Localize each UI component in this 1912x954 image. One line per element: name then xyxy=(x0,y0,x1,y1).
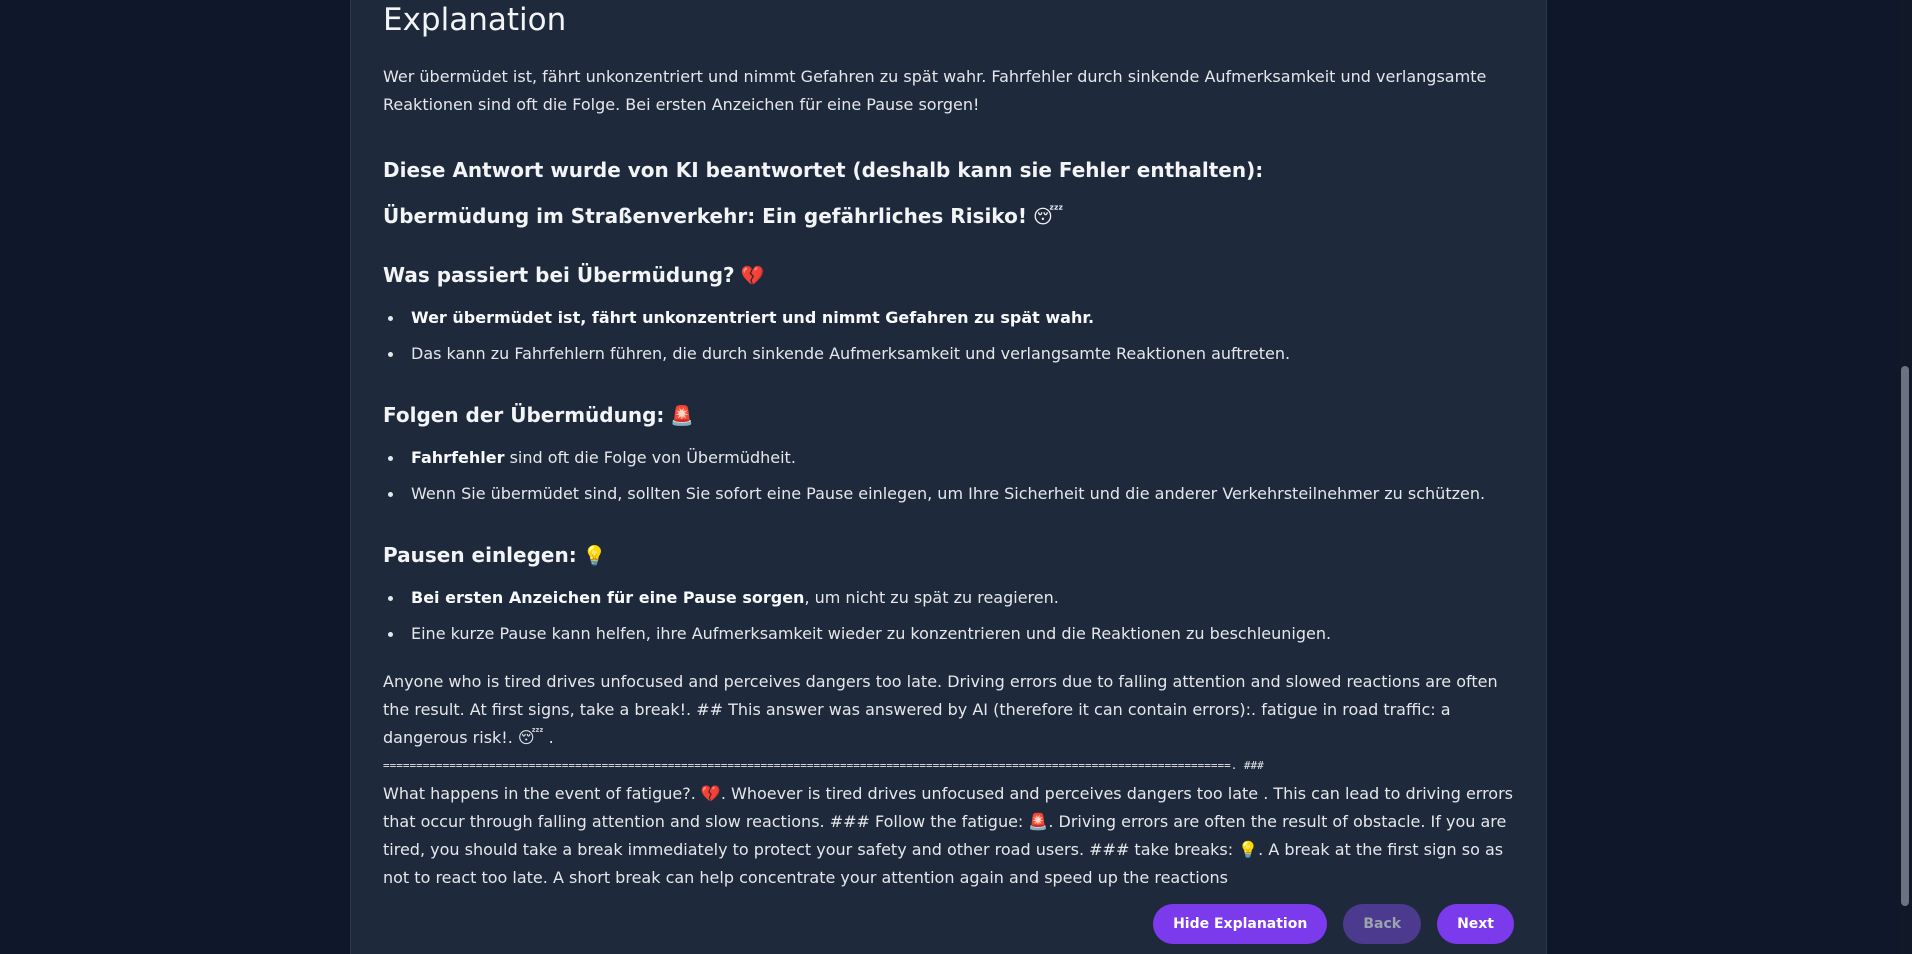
main-heading xyxy=(383,204,1063,228)
list-item-bold: Fahrfehler xyxy=(411,448,505,467)
list-item xyxy=(383,447,1519,469)
english-translation-part2: What happens in the event of fatigue?. 💔. Whoever is tired drives unfocused and perceives dangers too late . This can lead to driving errors that occur through falling attention and slow reactions. ### Follow the fatigue: 🚨. Driving errors are often the result of obstacle. If you are tired, you should take a break immediately to protect your safety and other road users. ### take breaks: 💡. A break at the first sign so as not to react too late. A short break can help concentrate your attention again and speed up the reactions xyxy=(383,784,1514,887)
section-heading-text: Pausen einlegen: xyxy=(383,543,577,567)
english-translation-separator: ================================================================================================================================. ### xyxy=(383,759,1264,772)
page-scrollbar[interactable] xyxy=(1898,0,1912,954)
english-translation-part1: Anyone who is tired drives unfocused and perceives dangers too late. Driving errors due to falling attention and slowed reactions are often the result. At first signs, take a break!. ## This answer was answered by AI (therefore it can contain errors):. fatigue in road traffic: a dangerous risk!. 😴 . xyxy=(383,672,1498,747)
list-item xyxy=(383,307,1519,329)
list-item xyxy=(383,343,1519,365)
light-bulb-icon: 💡 xyxy=(582,545,607,567)
section-heading-consequences xyxy=(383,403,694,427)
list-item xyxy=(383,483,1519,505)
english-translation xyxy=(383,668,1519,892)
explanation-title: Explanation xyxy=(383,2,567,38)
section-list-breaks xyxy=(383,587,1519,659)
siren-icon: 🚨 xyxy=(670,405,695,427)
section-heading-text: Folgen der Übermüdung: xyxy=(383,403,665,427)
explanation-intro: Wer übermüdet ist, fährt unkonzentriert und nimmt Gefahren zu spät wahr. Fahrfehler durch sinkende Aufmerksamkeit und verlangsamte Reaktionen sind oft die Folge. Bei ersten Anzeichen für eine Pause sorgen! xyxy=(383,67,1487,114)
section-heading-text: Was passiert bei Übermüdung? xyxy=(383,263,735,287)
list-item-bold: Bei ersten Anzeichen für eine Pause sorgen xyxy=(411,588,805,607)
action-buttons xyxy=(1153,904,1514,944)
list-item-text: Eine kurze Pause kann helfen, ihre Aufmerksamkeit wieder zu konzentrieren und die Reaktionen zu beschleunigen. xyxy=(411,624,1332,643)
list-item-bold: Wer übermüdet ist, fährt unkonzentriert und nimmt Gefahren zu spät wahr. xyxy=(411,308,1095,327)
section-heading-what-happens xyxy=(383,263,764,287)
list-item xyxy=(383,623,1519,645)
hide-explanation-button[interactable]: Hide Explanation xyxy=(1153,904,1327,944)
list-item-text: sind oft die Folge von Übermüdheit. xyxy=(504,448,796,467)
main-heading-text: Übermüdung im Straßenverkehr: Ein gefährliches Risiko! xyxy=(383,204,1027,228)
ai-disclaimer-heading: Diese Antwort wurde von KI beantwortet (deshalb kann sie Fehler enthalten): xyxy=(383,158,1264,182)
sleeping-face-icon: 😴 xyxy=(1032,206,1064,228)
list-item-text: Das kann zu Fahrfehlern führen, die durch sinkende Aufmerksamkeit und verlangsamte Reaktionen auftreten. xyxy=(411,344,1291,363)
next-button[interactable]: Next xyxy=(1437,904,1514,944)
explanation-panel xyxy=(350,0,1547,954)
broken-heart-icon: 💔 xyxy=(740,265,765,287)
section-list-what-happens xyxy=(383,307,1519,379)
back-button[interactable]: Back xyxy=(1343,904,1421,944)
list-item-text: Wenn Sie übermüdet sind, sollten Sie sofort eine Pause einlegen, um Ihre Sicherheit und die anderer Verkehrsteilnehmer zu schützen. xyxy=(411,484,1486,503)
list-item-text: , um nicht zu spät zu reagieren. xyxy=(804,588,1059,607)
section-heading-breaks xyxy=(383,543,606,567)
section-list-consequences xyxy=(383,447,1519,519)
list-item xyxy=(383,587,1519,609)
scrollbar-thumb[interactable] xyxy=(1901,366,1909,906)
